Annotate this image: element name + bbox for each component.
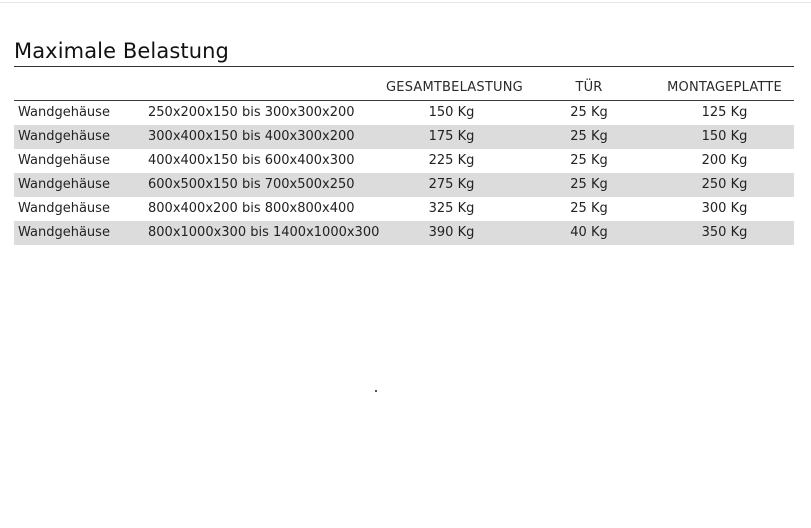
- table-row: [14, 149, 794, 173]
- cell-range: 300x400x150 bis 400x300x200: [148, 129, 355, 144]
- cell-total-load: 150 Kg: [428, 105, 475, 120]
- cell-mounting-plate: 125 Kg: [701, 105, 748, 120]
- cell-door: 40 Kg: [570, 225, 608, 240]
- cell-mounting-plate: 300 Kg: [701, 201, 748, 216]
- table-row: [14, 101, 794, 125]
- cell-type: Wandgehäuse: [18, 177, 110, 192]
- table-row: [14, 221, 794, 245]
- cell-total-load: 225 Kg: [428, 153, 475, 168]
- cell-type: Wandgehäuse: [18, 153, 110, 168]
- table-row: [14, 173, 794, 197]
- stray-dot: [375, 390, 377, 392]
- header-door: TÜR: [575, 80, 603, 95]
- cell-range: 800x400x200 bis 800x800x400: [148, 201, 355, 216]
- cell-door: 25 Kg: [570, 201, 608, 216]
- cell-door: 25 Kg: [570, 105, 608, 120]
- cell-total-load: 325 Kg: [428, 201, 475, 216]
- cell-type: Wandgehäuse: [18, 201, 110, 216]
- cell-mounting-plate: 150 Kg: [701, 129, 748, 144]
- top-divider: [0, 2, 811, 3]
- cell-total-load: 175 Kg: [428, 129, 475, 144]
- cell-range: 400x400x150 bis 600x400x300: [148, 153, 355, 168]
- cell-range: 600x500x150 bis 700x500x250: [148, 177, 355, 192]
- header-total-load: GESAMTBELASTUNG: [386, 80, 523, 95]
- cell-mounting-plate: 200 Kg: [701, 153, 748, 168]
- cell-door: 25 Kg: [570, 177, 608, 192]
- header-mounting-plate: MONTAGEPLATTE: [667, 80, 782, 95]
- cell-type: Wandgehäuse: [18, 225, 110, 240]
- table-row: [14, 125, 794, 149]
- cell-type: Wandgehäuse: [18, 129, 110, 144]
- cell-total-load: 390 Kg: [428, 225, 475, 240]
- table-row: [14, 197, 794, 221]
- cell-mounting-plate: 250 Kg: [701, 177, 748, 192]
- table-header-row: [14, 76, 794, 101]
- cell-range: 800x1000x300 bis 1400x1000x300: [148, 225, 380, 240]
- cell-door: 25 Kg: [570, 153, 608, 168]
- page-title: Maximale Belastung: [14, 39, 229, 63]
- title-underline: [14, 66, 794, 67]
- cell-door: 25 Kg: [570, 129, 608, 144]
- load-table: [14, 76, 794, 245]
- cell-type: Wandgehäuse: [18, 105, 110, 120]
- cell-total-load: 275 Kg: [428, 177, 475, 192]
- cell-mounting-plate: 350 Kg: [701, 225, 748, 240]
- cell-range: 250x200x150 bis 300x300x200: [148, 105, 355, 120]
